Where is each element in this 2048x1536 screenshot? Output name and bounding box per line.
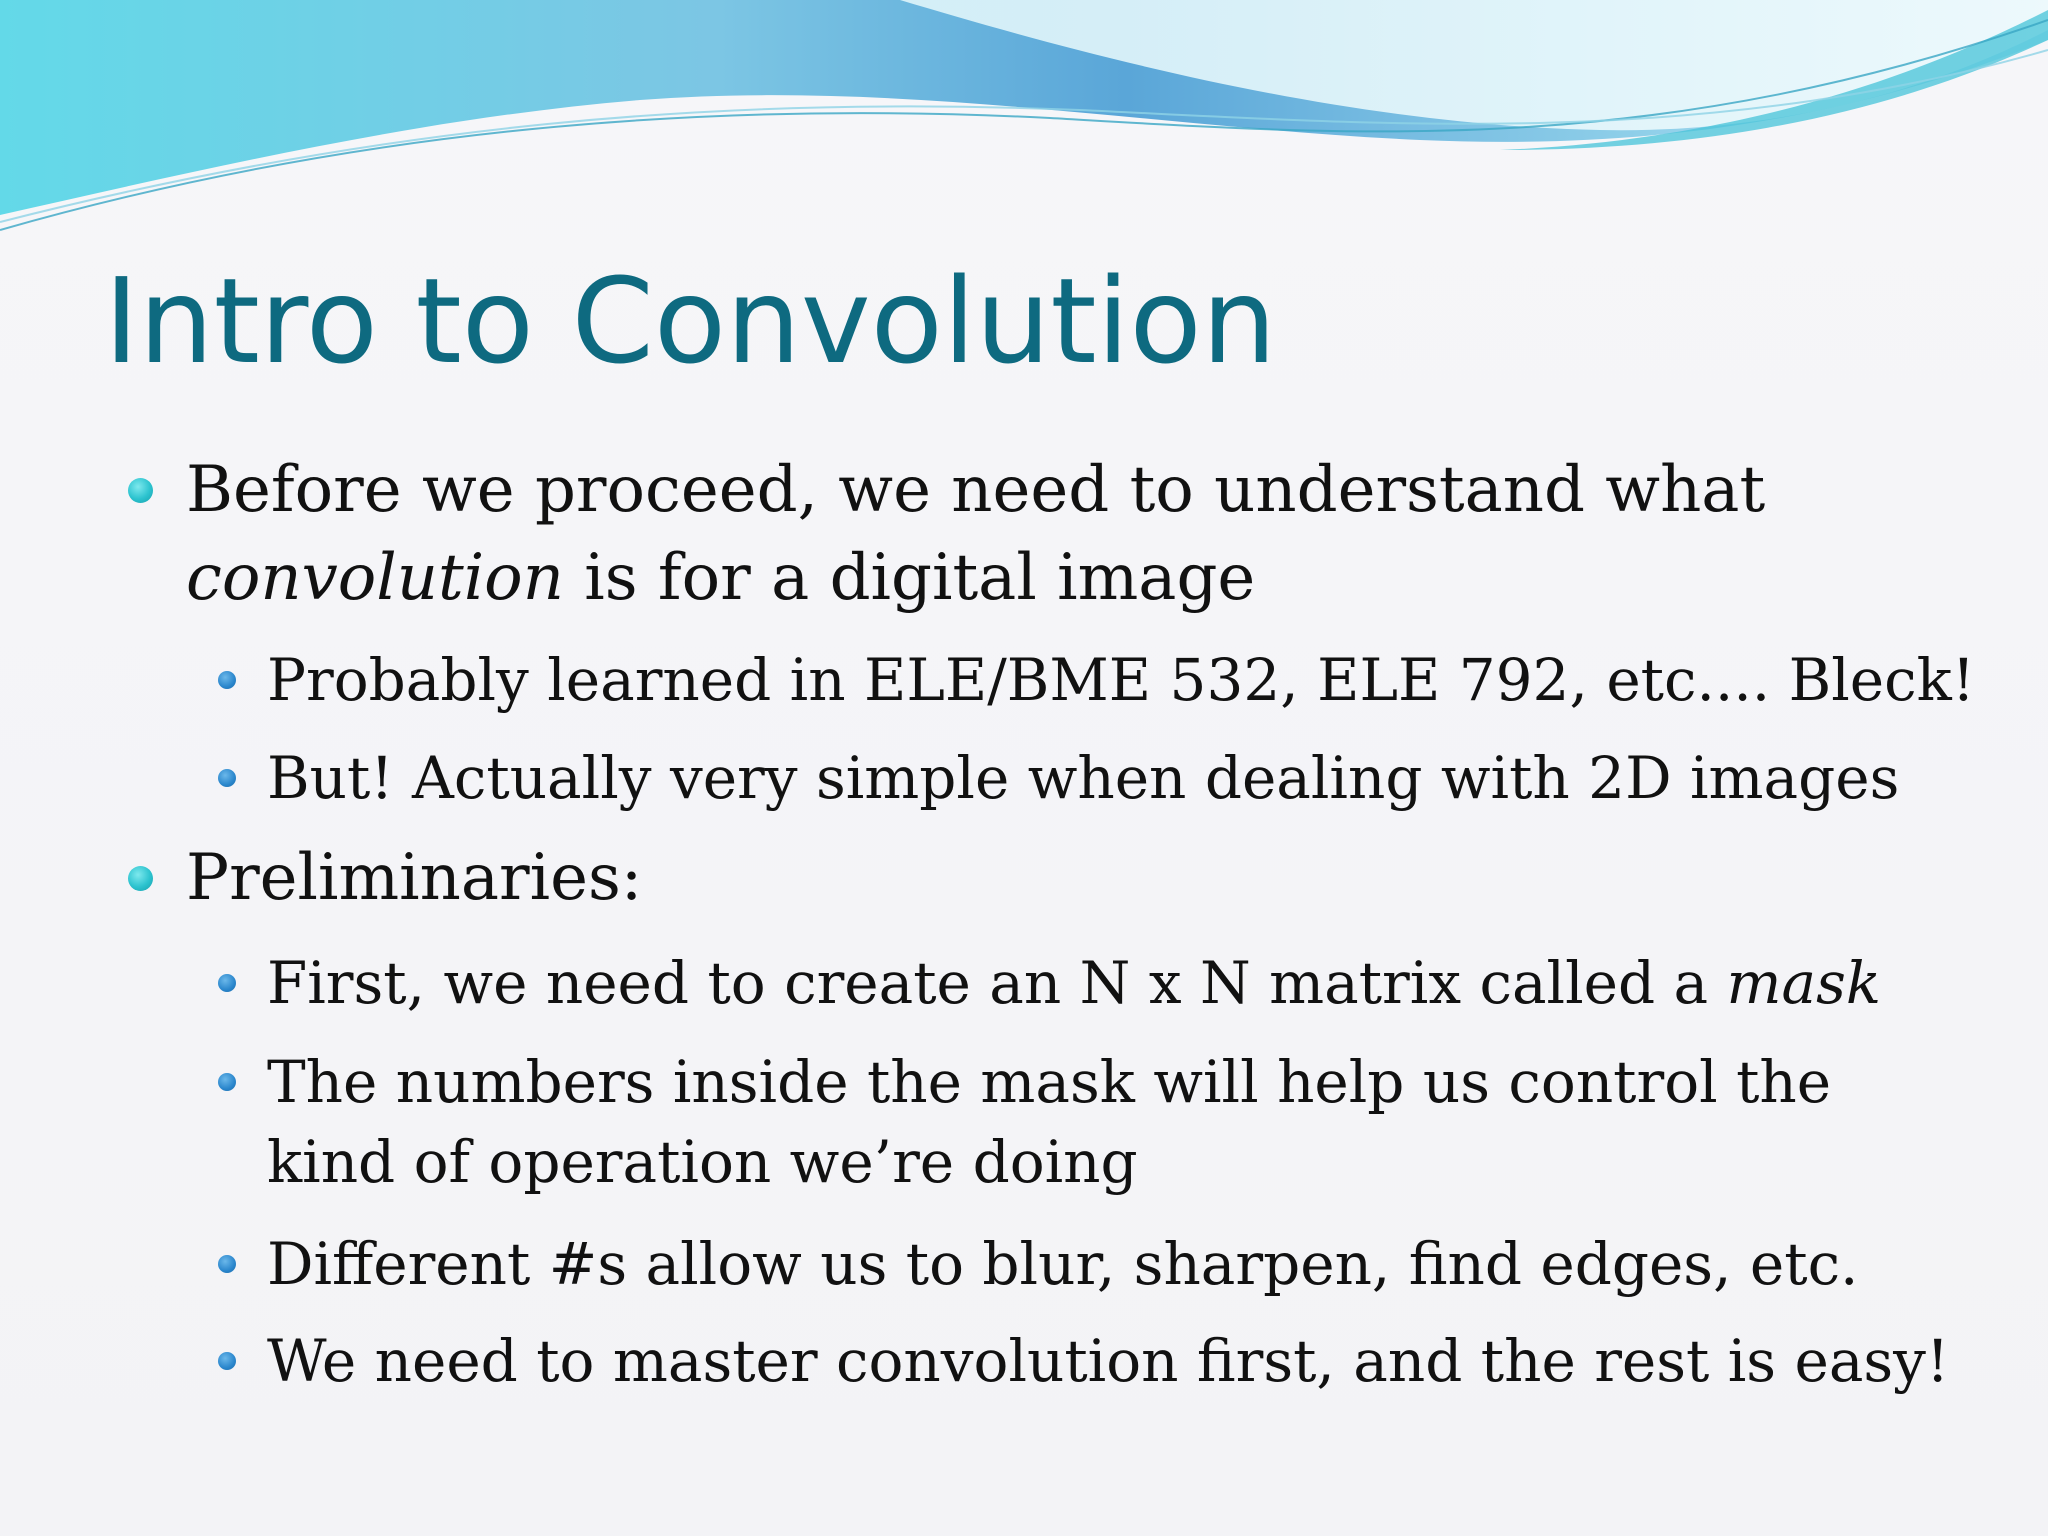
bullet-marker-level1 xyxy=(128,866,153,891)
bullet-marker-level2 xyxy=(218,974,236,992)
bullet-text xyxy=(186,534,1255,622)
bullet-text xyxy=(267,1122,1138,1202)
bullet-line: The numbers inside the mask will help us control the xyxy=(267,1048,1832,1116)
bullet-marker-level2 xyxy=(218,1352,236,1370)
bullet-line: Probably learned in ELE/BME 532, ELE 792, etc.... Bleck! xyxy=(267,646,1976,714)
bullet-marker-level2 xyxy=(218,671,236,689)
bullet-marker-level2 xyxy=(218,1255,236,1273)
bullet-text xyxy=(186,834,642,922)
bullet-text xyxy=(267,738,1899,818)
bullet-text xyxy=(267,640,1975,720)
bullet-text xyxy=(267,1224,1859,1304)
bullet-line: We need to master convolution first, and the rest is easy! xyxy=(267,1327,1950,1395)
bullet-line: But! Actually very simple when dealing with 2D images xyxy=(267,744,1900,812)
bullet-line: First, we need to create an N x N matrix called a xyxy=(267,949,1727,1017)
bullet-line: kind of operation we’re doing xyxy=(267,1128,1138,1196)
bullet-text xyxy=(267,1042,1831,1122)
bullet-marker-level2 xyxy=(218,769,236,787)
italic-term: mask xyxy=(1726,949,1882,1017)
slide-title: Intro to Convolution xyxy=(104,252,1277,390)
bullet-line: Different #s allow us to blur, sharpen, find edges, etc. xyxy=(267,1230,1859,1298)
bullet-marker-level2 xyxy=(218,1073,236,1091)
bullet-text xyxy=(267,943,1881,1023)
bullet-line: is for a digital image xyxy=(563,541,1256,615)
italic-term: convolution xyxy=(186,541,564,615)
bullet-line: Before we proceed, we need to understand what xyxy=(186,453,1766,527)
bullet-text xyxy=(267,1321,1949,1401)
bullet-marker-level1 xyxy=(128,478,153,503)
bullet-text xyxy=(186,446,1765,534)
bullet-line: Preliminaries: xyxy=(186,841,643,915)
